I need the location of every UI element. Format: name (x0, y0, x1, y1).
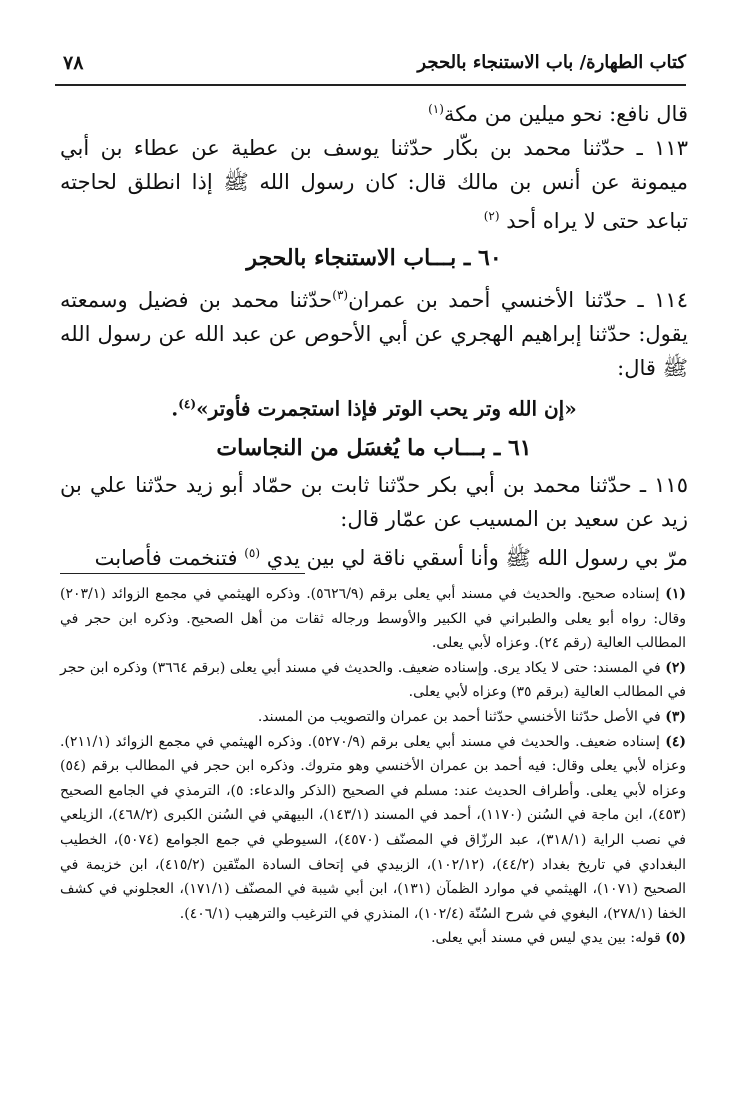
hadith-114 (60, 278, 688, 385)
footnote-text: إسناده ضعيف. والحديث في مسند أبي يعلى برقم (٥٢٧٠/٩). وذكره الهيثمي في مجمع الزوائد (٢١١/١). وعزاه لأبي يعلى وقال: فيه أحمد بن عمران الأخنسي وهو متروك. وذكره ابن حجر في المطالب برقم (٥٤) وعزاه لأبي يعلى. وأطراف الحديث عند: مسلم في الصحيح (الذكر والدعاء: ٥)، الترمذي في الجامع الصحيح (٤٥٣)، ابن ماجة في السُنن (١١٧٠)، أحمد في المسند (١٤٣/١)، البيهقي في السُنن الكبرى (٤٦٨/٢)، الزيلعي في نصب الراية (٣١٨/١)، عبد الرزّاق في المصنّف (٤٥٧٠)، السيوطي في جمع الجوامع (٥٠٧٤)، الخطيب البغدادي في تاريخ بغداد (٤٤/٢)، (١٠٢/١٢)، الزبيدي في إتحاف السادة المتّقين (٤١٥/٢)، ابن خزيمة في الصحيح (١٠٧١)، الهيثمي في موارد الظمآن (١٣١)، ابن أبي شيبة في المصنّف (١٧١/١)، العجلوني في كشف الخفا (٢٧٨/١)، البغوي في شرح السُنّة (١٠٢/٤)، المنذري في الترغيب والترهيب (٤٠٦/١). (60, 733, 687, 922)
footnote-ref: (٥) (244, 545, 261, 560)
footnote-number: (٢) (665, 659, 686, 676)
page-number: ٧٨ (63, 52, 84, 74)
footnote-text: قوله: بين يدي ليس في مسند أبي يعلى. (431, 930, 661, 947)
footnote-4 (60, 730, 686, 927)
footnote-number: (١) (665, 586, 687, 602)
footnote-divider (60, 573, 305, 574)
text-line: مرّ بي رسول الله ﷺ وأنا أسقي ناقة لي بين يدي (266, 545, 688, 570)
text-line: فتنخمت فأصابت (94, 545, 238, 570)
paragraph-nafi (60, 92, 688, 131)
footnotes (60, 582, 686, 951)
text-line: ١١٤ ـ حدّثنا الأخنسي أحمد بن عمران (348, 288, 688, 312)
footnote-number: (٥) (665, 930, 686, 947)
text-line: قال نافع: نحو ميلين من مكة (443, 102, 688, 126)
footnote-ref: (١) (428, 102, 444, 116)
footnote-ref: (٤) (178, 397, 197, 411)
section-heading-61: ٦١ ـ بـــاب ما يُغسَل من النجاسات (216, 434, 532, 461)
chapter-title: كتاب الطهارة/ باب الاستنجاء بالحجر (417, 52, 686, 73)
footnote-1 (60, 582, 686, 656)
main-text (60, 92, 688, 575)
footnote-2 (60, 656, 686, 705)
footnote-ref: (٣) (332, 288, 349, 302)
text-line: ١١٣ ـ حدّثنا محمد بن بكّار حدّثنا يوسف بن عطية عن عطاء بن أبي ميمونة عن أنس بن مالك قال: كان رسول الله ﷺ إذا انطلق لحاجته تباعد حتى لا يراه أحد (60, 136, 688, 233)
text-line: حدّثنا محمد بن فضيل وسمعته يقول: حدّثنا إبراهيم الهجري عن أبي الأحوص عن عبد الله عن رسول الله ﷺ قال: (60, 288, 688, 380)
footnote-ref: (٢) (483, 209, 500, 223)
running-header (55, 48, 686, 86)
section-heading-60: ٦٠ ـ بـــاب الاستنجاء بالحجر (246, 245, 502, 271)
footnote-text: في المسند: حتى لا يكاد يرى. وإسناده ضعيف. والحديث في مسند أبي يعلى (برقم ٣٦٦٤) وذكره ابن حجر في المطالب العالية (برقم ٣٥) وعزاه لأبي يعلى. (60, 659, 686, 701)
hadith-113 (60, 131, 688, 238)
quote-text: «إن الله وتر يحب الوتر فإذا استجمرت فأوتر» (196, 396, 577, 421)
footnote-number: (٤) (665, 733, 686, 750)
hadith-quote: «إن الله وتر يحب الوتر فإذا استجمرت فأوتر»$^{(٤)}$. (171, 396, 577, 421)
hadith-115-cont (60, 536, 688, 575)
footnote-5 (60, 926, 686, 951)
text-line: ١١٥ ـ حدّثنا محمد بن أبي بكر حدّثنا ثابت بن حمّاد أبو زيد حدّثنا علي بن زيد عن سعيد بن المسيب عن عمّار قال: (60, 472, 688, 531)
footnote-number: (٣) (665, 708, 686, 725)
footnote-text: إسناده صحيح. والحديث في مسند أبي يعلى برقم (٥٦٢٦/٩). وذكره الهيثمي في مجمع الزوائد (٢٠٣/١) وقال: رواه أبو يعلى والطبراني في الكبير والأوسط ورجاله ثقات من أهل الصحيح. وذكره ابن حجر في المطالب العالية (رقم ٢٤). وعزاه لأبي يعلى. (60, 586, 686, 652)
hadith-115 (60, 468, 688, 536)
footnote-3 (60, 705, 686, 730)
footnote-text: في الأصل حدّثنا الأخنسي حدّثنا أحمد بن عمران والتصويب من المسند. (257, 708, 661, 725)
